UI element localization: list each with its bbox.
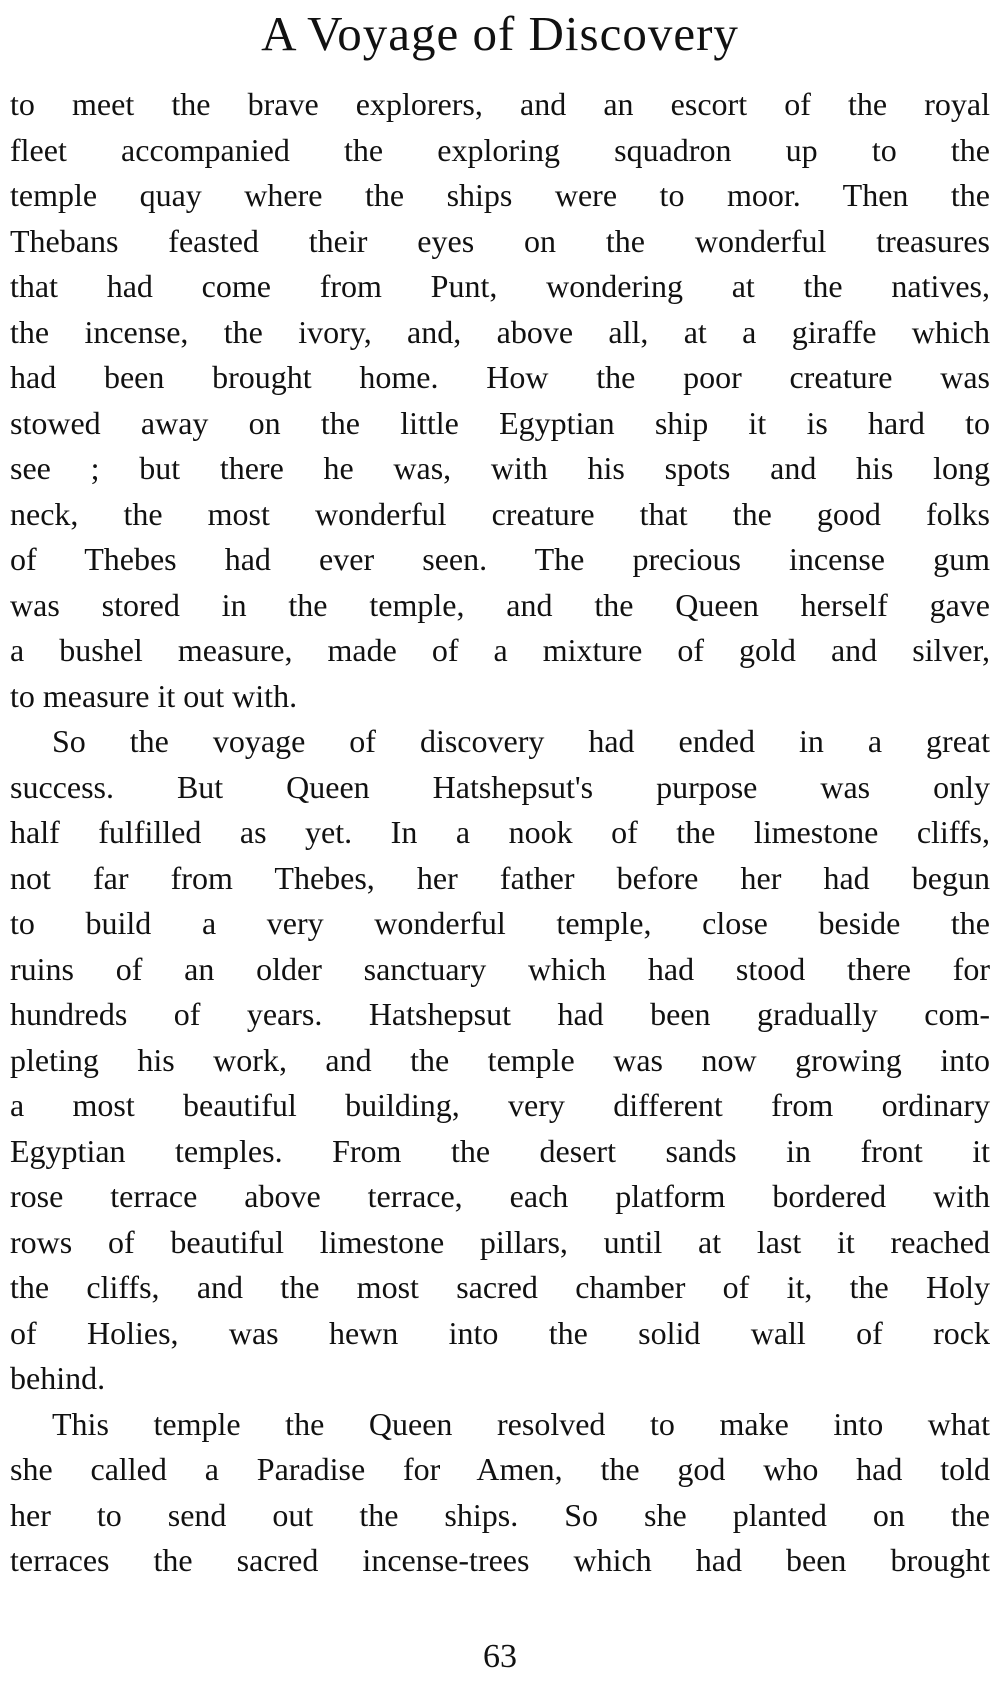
text-line: of Holies, was hewn into the solid wall of rock	[10, 1314, 990, 1351]
text-line: temple quay where the ships were to moor. Then the	[10, 177, 990, 213]
text-line: had been brought home. How the poor creature was	[10, 359, 990, 395]
text-line: hundreds of years. Hatshepsut had been gradually com-	[10, 996, 990, 1032]
running-title: A Voyage of Discovery	[261, 6, 739, 61]
paragraph-3	[10, 1402, 990, 1584]
text-line: ruins of an older sanctuary which had stood there for	[10, 950, 990, 987]
text-line: see ; but there he was, with his spots and his long	[10, 450, 990, 486]
text-line: success. But Queen Hatshepsut's purpose was only	[10, 768, 990, 805]
text-line: stowed away on the little Egyptian ship it is hard to	[10, 404, 990, 441]
text-line: was stored in the temple, and the Queen herself gave	[10, 586, 990, 623]
text-line: rose terrace above terrace, each platform bordered with	[10, 1178, 990, 1214]
text-line: that had come from Punt, wondering at the natives,	[10, 268, 990, 304]
text-line: This temple the Queen resolved to make into what	[52, 1405, 990, 1442]
text-line: a most beautiful building, very different from ordinary	[10, 1087, 990, 1123]
text-line: a bushel measure, made of a mixture of gold and silver,	[10, 632, 990, 668]
paragraph-2	[10, 719, 990, 1402]
text-line: behind.	[10, 1360, 106, 1396]
text-line: neck, the most wonderful creature that the good folks	[10, 495, 990, 532]
text-line: half fulfilled as yet. In a nook of the limestone cliffs,	[10, 814, 990, 850]
text-line: to build a very wonderful temple, close beside the	[10, 905, 990, 941]
page-number: 63	[483, 1638, 517, 1675]
text-line: the cliffs, and the most sacred chamber of it, the Holy	[10, 1269, 990, 1305]
paragraph-1	[10, 82, 990, 719]
text-line: to meet the brave explorers, and an escort of the royal	[10, 86, 990, 122]
text-line: the incense, the ivory, and, above all, at a giraffe which	[10, 313, 990, 350]
text-line: rows of beautiful limestone pillars, until at last it reached	[10, 1223, 990, 1260]
text-line: to measure it out with.	[10, 677, 298, 714]
text-line: Thebans feasted their eyes on the wonderful treasures	[10, 222, 990, 259]
body-text	[10, 82, 990, 1584]
text-line: So the voyage of discovery had ended in a great	[52, 723, 990, 759]
text-line: terraces the sacred incense-trees which had been brought	[10, 1542, 990, 1578]
text-line: she called a Paradise for Amen, the god who had told	[10, 1451, 990, 1487]
text-line: of Thebes had ever seen. The precious incense gum	[10, 541, 990, 577]
text-line: fleet accompanied the exploring squadron up to the	[10, 131, 990, 168]
text-line: her to send out the ships. So she planted on the	[10, 1496, 990, 1533]
text-line: not far from Thebes, her father before her had begun	[10, 859, 990, 896]
text-line: pleting his work, and the temple was now growing into	[10, 1041, 990, 1078]
text-line: Egyptian temples. From the desert sands in front it	[10, 1132, 990, 1169]
